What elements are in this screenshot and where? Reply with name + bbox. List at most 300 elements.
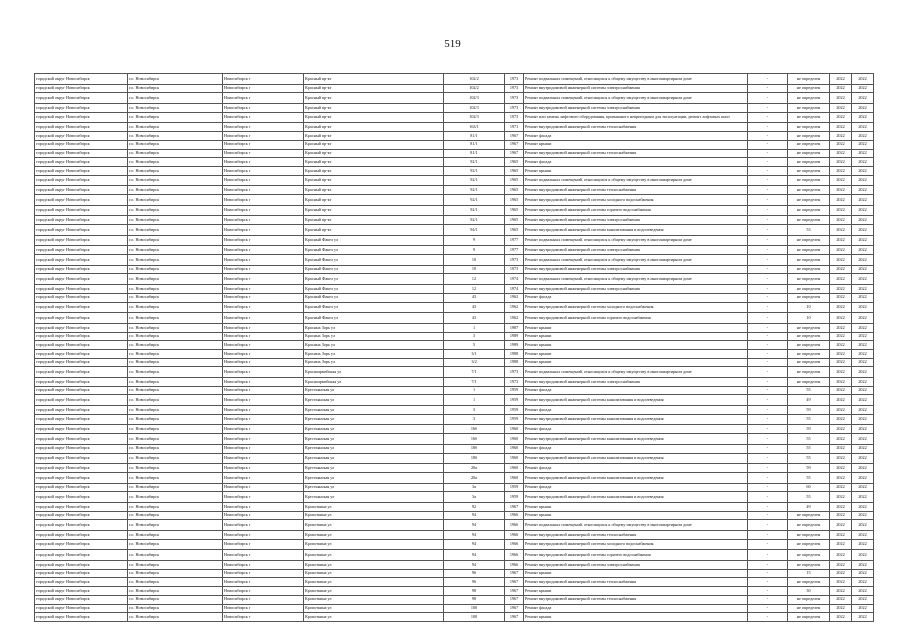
table-row xyxy=(35,132,874,141)
status-cell: не определен xyxy=(788,595,830,604)
municipality-cell: городской округ Новосибирск xyxy=(35,367,128,378)
table-row xyxy=(35,595,874,604)
year-built-cell: 1971 xyxy=(505,123,524,132)
house-number-cell: 81/1 xyxy=(444,132,505,141)
table-row xyxy=(35,531,874,540)
cost-cell: - xyxy=(748,74,788,85)
table-row xyxy=(35,255,874,266)
status-cell: не определен xyxy=(788,293,830,302)
table-row xyxy=(35,453,874,464)
year-start-cell: 2022 xyxy=(830,587,852,596)
municipality-cell: городской округ Новосибирск xyxy=(35,313,128,324)
municipality-cell: городской округ Новосибирск xyxy=(35,349,128,358)
table-row xyxy=(35,104,874,113)
street-cell: Красный Факел ул xyxy=(304,265,444,274)
street-cell: Красных Зорь ул xyxy=(304,323,444,332)
cost-cell: - xyxy=(748,140,788,149)
city-cell: Новосибирск г xyxy=(223,323,304,332)
work-type-cell: Ремонт крыши xyxy=(524,502,748,511)
settlement-cell: г.о. Новосибирск xyxy=(128,550,223,561)
cost-cell: - xyxy=(748,464,788,473)
status-cell: не определен xyxy=(788,265,830,274)
year-built-cell: 1988 xyxy=(505,349,524,358)
year-built-cell: 1989 xyxy=(505,341,524,350)
cost-cell: - xyxy=(748,175,788,186)
status-cell: не определен xyxy=(788,520,830,531)
status-cell: не определен xyxy=(788,255,830,266)
status-cell: не определен xyxy=(788,358,830,367)
street-cell: Красноармейская ул xyxy=(304,367,444,378)
status-cell: не определен xyxy=(788,274,830,285)
work-type-cell: Ремонт подвальных помещений, относящихся к общему имуществу в многоквартирном доме xyxy=(524,367,748,378)
street-cell: Красный Факел ул xyxy=(304,285,444,294)
cost-cell: - xyxy=(748,194,788,205)
year-start-cell: 2022 xyxy=(830,132,852,141)
cost-cell: - xyxy=(748,265,788,274)
cost-cell: - xyxy=(748,502,788,511)
house-number-cell: 3 xyxy=(444,332,505,341)
year-built-cell: 1960 xyxy=(505,434,524,445)
table-row xyxy=(35,395,874,406)
year-built-cell: 1977 xyxy=(505,246,524,255)
status-cell: не определен xyxy=(788,613,830,622)
year-end-cell: 2022 xyxy=(852,332,874,341)
year-built-cell: 1974 xyxy=(505,274,524,285)
year-built-cell: 1959 xyxy=(505,395,524,406)
city-cell: Новосибирск г xyxy=(223,444,304,453)
municipality-cell: городской округ Новосибирск xyxy=(35,502,128,511)
work-type-cell: Ремонт крыши xyxy=(524,613,748,622)
municipality-cell: городской округ Новосибирск xyxy=(35,386,128,395)
year-built-cell: 1967 xyxy=(505,149,524,158)
street-cell: Кропоткина ул xyxy=(304,550,444,561)
settlement-cell: г.о. Новосибирск xyxy=(128,285,223,294)
table-row xyxy=(35,205,874,216)
municipality-cell: городской округ Новосибирск xyxy=(35,569,128,578)
year-built-cell: 1967 xyxy=(505,569,524,578)
status-cell: не определен xyxy=(788,74,830,85)
status-cell: не определен xyxy=(788,158,830,167)
status-cell: не определен xyxy=(788,539,830,550)
year-end-cell: 2022 xyxy=(852,285,874,294)
table-row xyxy=(35,158,874,167)
settlement-cell: г.о. Новосибирск xyxy=(128,531,223,540)
year-end-cell: 2022 xyxy=(852,302,874,313)
municipality-cell: городской округ Новосибирск xyxy=(35,166,128,175)
street-cell: Кропоткина ул xyxy=(304,511,444,520)
municipality-cell: городской округ Новосибирск xyxy=(35,434,128,445)
settlement-cell: г.о. Новосибирск xyxy=(128,613,223,622)
settlement-cell: г.о. Новосибирск xyxy=(128,539,223,550)
settlement-cell: г.о. Новосибирск xyxy=(128,93,223,104)
table-row xyxy=(35,246,874,255)
work-type-cell: Ремонт внутридомовой инженерной системы теплоснабжения xyxy=(524,149,748,158)
house-number-cell: 1 xyxy=(444,386,505,395)
year-end-cell: 2022 xyxy=(852,550,874,561)
year-start-cell: 2022 xyxy=(830,444,852,453)
status-cell: 10 xyxy=(788,302,830,313)
status-cell: не определен xyxy=(788,378,830,387)
municipality-cell: городской округ Новосибирск xyxy=(35,453,128,464)
year-built-cell: 1960 xyxy=(505,464,524,473)
house-number-cell: 20а xyxy=(444,464,505,473)
year-end-cell: 2022 xyxy=(852,595,874,604)
street-cell: Красный пр-кт xyxy=(304,205,444,216)
street-cell: Кропоткина ул xyxy=(304,502,444,511)
municipality-cell: городской округ Новосибирск xyxy=(35,302,128,313)
repair-schedule-table xyxy=(34,73,874,622)
house-number-cell: 43 xyxy=(444,313,505,324)
year-start-cell: 2022 xyxy=(830,434,852,445)
work-type-cell: Ремонт крыши xyxy=(524,569,748,578)
year-start-cell: 2022 xyxy=(830,578,852,587)
year-built-cell: 1973 xyxy=(505,367,524,378)
year-end-cell: 2022 xyxy=(852,539,874,550)
year-end-cell: 2022 xyxy=(852,313,874,324)
work-type-cell: Ремонт внутридомовой инженерной системы холодного водоснабжения xyxy=(524,194,748,205)
year-built-cell: 1974 xyxy=(505,285,524,294)
city-cell: Новосибирск г xyxy=(223,550,304,561)
house-number-cell: 3а xyxy=(444,492,505,503)
status-cell: не определен xyxy=(788,349,830,358)
year-built-cell: 1989 xyxy=(505,332,524,341)
cost-cell: - xyxy=(748,112,788,123)
table-row xyxy=(35,123,874,132)
table-row xyxy=(35,464,874,473)
house-number-cell: 100 xyxy=(444,604,505,613)
table-row xyxy=(35,367,874,378)
settlement-cell: г.о. Новосибирск xyxy=(128,84,223,93)
street-cell: Крестьянская ул xyxy=(304,386,444,395)
work-type-cell: Ремонт внутридомовой инженерной системы теплоснабжения xyxy=(524,578,748,587)
work-type-cell: Ремонт крыши xyxy=(524,166,748,175)
street-cell: Красный пр-кт xyxy=(304,93,444,104)
year-end-cell: 2022 xyxy=(852,323,874,332)
table-row xyxy=(35,140,874,149)
year-start-cell: 2022 xyxy=(830,112,852,123)
city-cell: Новосибирск г xyxy=(223,453,304,464)
house-number-cell: 1 xyxy=(444,323,505,332)
municipality-cell: городской округ Новосибирск xyxy=(35,472,128,483)
cost-cell: - xyxy=(748,604,788,613)
year-start-cell: 2022 xyxy=(830,550,852,561)
house-number-cell: 163/1 xyxy=(444,123,505,132)
city-cell: Новосибирск г xyxy=(223,194,304,205)
year-built-cell: 1966 xyxy=(505,531,524,540)
cost-cell: - xyxy=(748,472,788,483)
table-row xyxy=(35,569,874,578)
year-start-cell: 2022 xyxy=(830,225,852,236)
year-end-cell: 2022 xyxy=(852,74,874,85)
status-cell: не определен xyxy=(788,511,830,520)
work-type-cell: Ремонт фасада xyxy=(524,483,748,492)
work-type-cell: Ремонт внутридомовой инженерной системы электроснабжения xyxy=(524,246,748,255)
city-cell: Новосибирск г xyxy=(223,587,304,596)
table-row xyxy=(35,323,874,332)
year-built-cell: 1959 xyxy=(505,386,524,395)
settlement-cell: г.о. Новосибирск xyxy=(128,332,223,341)
settlement-cell: г.о. Новосибирск xyxy=(128,472,223,483)
year-end-cell: 2022 xyxy=(852,472,874,483)
work-type-cell: Ремонт подвальных помещений, относящихся к общему имуществу в многоквартирном доме xyxy=(524,175,748,186)
year-built-cell: 1965 xyxy=(505,205,524,216)
table-row xyxy=(35,472,874,483)
settlement-cell: г.о. Новосибирск xyxy=(128,194,223,205)
house-number-cell: 10 xyxy=(444,255,505,266)
street-cell: Крестьянская ул xyxy=(304,444,444,453)
municipality-cell: городской округ Новосибирск xyxy=(35,140,128,149)
year-built-cell: 1967 xyxy=(505,140,524,149)
status-cell: 55 xyxy=(788,472,830,483)
city-cell: Новосибирск г xyxy=(223,123,304,132)
cost-cell: - xyxy=(748,149,788,158)
cost-cell: - xyxy=(748,492,788,503)
cost-cell: - xyxy=(748,274,788,285)
year-built-cell: 1960 xyxy=(505,472,524,483)
status-cell: не определен xyxy=(788,123,830,132)
status-cell: не определен xyxy=(788,367,830,378)
table-row xyxy=(35,313,874,324)
work-type-cell: Ремонт фасада xyxy=(524,604,748,613)
year-start-cell: 2022 xyxy=(830,604,852,613)
municipality-cell: городской округ Новосибирск xyxy=(35,425,128,434)
cost-cell: - xyxy=(748,255,788,266)
year-end-cell: 2022 xyxy=(852,502,874,511)
city-cell: Новосибирск г xyxy=(223,604,304,613)
house-number-cell: 16б xyxy=(444,434,505,445)
city-cell: Новосибирск г xyxy=(223,132,304,141)
status-cell: 49 xyxy=(788,502,830,511)
settlement-cell: г.о. Новосибирск xyxy=(128,274,223,285)
municipality-cell: городской округ Новосибирск xyxy=(35,595,128,604)
city-cell: Новосибирск г xyxy=(223,511,304,520)
status-cell: не определен xyxy=(788,332,830,341)
year-built-cell: 1966 xyxy=(505,550,524,561)
settlement-cell: г.о. Новосибирск xyxy=(128,140,223,149)
house-number-cell: 92/1 xyxy=(444,205,505,216)
street-cell: Красный пр-кт xyxy=(304,112,444,123)
year-end-cell: 2022 xyxy=(852,166,874,175)
city-cell: Новосибирск г xyxy=(223,246,304,255)
status-cell: не определен xyxy=(788,561,830,570)
year-start-cell: 2022 xyxy=(830,93,852,104)
settlement-cell: г.о. Новосибирск xyxy=(128,149,223,158)
year-end-cell: 2022 xyxy=(852,93,874,104)
year-start-cell: 2022 xyxy=(830,349,852,358)
municipality-cell: городской округ Новосибирск xyxy=(35,93,128,104)
status-cell: не определен xyxy=(788,84,830,93)
settlement-cell: г.о. Новосибирск xyxy=(128,520,223,531)
status-cell: не определен xyxy=(788,149,830,158)
municipality-cell: городской округ Новосибирск xyxy=(35,550,128,561)
house-number-cell: 100 xyxy=(444,613,505,622)
settlement-cell: г.о. Новосибирск xyxy=(128,511,223,520)
table-row xyxy=(35,194,874,205)
cost-cell: - xyxy=(748,313,788,324)
house-number-cell: 102/3 xyxy=(444,112,505,123)
cost-cell: - xyxy=(748,332,788,341)
status-cell: не определен xyxy=(788,205,830,216)
year-end-cell: 2022 xyxy=(852,225,874,236)
settlement-cell: г.о. Новосибирск xyxy=(128,132,223,141)
house-number-cell: 1 xyxy=(444,395,505,406)
city-cell: Новосибирск г xyxy=(223,595,304,604)
municipality-cell: городской округ Новосибирск xyxy=(35,464,128,473)
house-number-cell: 3а xyxy=(444,483,505,492)
cost-cell: - xyxy=(748,425,788,434)
cost-cell: - xyxy=(748,561,788,570)
work-type-cell: Ремонт фасада xyxy=(524,464,748,473)
status-cell: 55 xyxy=(788,386,830,395)
house-number-cell: 94 xyxy=(444,550,505,561)
cost-cell: - xyxy=(748,302,788,313)
work-type-cell: Ремонт фасада xyxy=(524,386,748,395)
status-cell: не определен xyxy=(788,175,830,186)
house-number-cell: 92/1 xyxy=(444,194,505,205)
year-built-cell: 1965 xyxy=(505,194,524,205)
table-row xyxy=(35,578,874,587)
house-number-cell: 92/1 xyxy=(444,158,505,167)
work-type-cell: Ремонт подвальных помещений, относящихся к общему имуществу в многоквартирном доме xyxy=(524,520,748,531)
year-built-cell: 1973 xyxy=(505,112,524,123)
year-start-cell: 2022 xyxy=(830,492,852,503)
work-type-cell: Ремонт внутридомовой инженерной системы канализования и водоотведения xyxy=(524,472,748,483)
municipality-cell: городской округ Новосибирск xyxy=(35,520,128,531)
cost-cell: - xyxy=(748,434,788,445)
house-number-cell: 96 xyxy=(444,578,505,587)
table-row xyxy=(35,235,874,246)
city-cell: Новосибирск г xyxy=(223,274,304,285)
year-built-cell: 1965 xyxy=(505,186,524,195)
settlement-cell: г.о. Новосибирск xyxy=(128,341,223,350)
settlement-cell: г.о. Новосибирск xyxy=(128,378,223,387)
work-type-cell: Ремонт фасада xyxy=(524,293,748,302)
status-cell: не определен xyxy=(788,235,830,246)
year-built-cell: 1966 xyxy=(505,539,524,550)
year-built-cell: 1967 xyxy=(505,595,524,604)
city-cell: Новосибирск г xyxy=(223,502,304,511)
city-cell: Новосибирск г xyxy=(223,93,304,104)
city-cell: Новосибирск г xyxy=(223,378,304,387)
table-row xyxy=(35,539,874,550)
year-start-cell: 2022 xyxy=(830,472,852,483)
work-type-cell: Ремонт крыши xyxy=(524,511,748,520)
municipality-cell: городской округ Новосибирск xyxy=(35,186,128,195)
house-number-cell: 12 xyxy=(444,285,505,294)
cost-cell: - xyxy=(748,285,788,294)
year-built-cell: 1973 xyxy=(505,255,524,266)
city-cell: Новосибирск г xyxy=(223,149,304,158)
municipality-cell: городской округ Новосибирск xyxy=(35,235,128,246)
house-number-cell: 7/1 xyxy=(444,367,505,378)
cost-cell: - xyxy=(748,531,788,540)
year-end-cell: 2022 xyxy=(852,293,874,302)
street-cell: Крестьянская ул xyxy=(304,483,444,492)
year-start-cell: 2022 xyxy=(830,123,852,132)
status-cell: не определен xyxy=(788,186,830,195)
year-end-cell: 2022 xyxy=(852,149,874,158)
city-cell: Новосибирск г xyxy=(223,349,304,358)
year-end-cell: 2022 xyxy=(852,406,874,415)
settlement-cell: г.о. Новосибирск xyxy=(128,569,223,578)
year-start-cell: 2022 xyxy=(830,595,852,604)
cost-cell: - xyxy=(748,166,788,175)
municipality-cell: городской округ Новосибирск xyxy=(35,414,128,425)
city-cell: Новосибирск г xyxy=(223,84,304,93)
street-cell: Кропоткина ул xyxy=(304,531,444,540)
city-cell: Новосибирск г xyxy=(223,175,304,186)
table-row xyxy=(35,511,874,520)
street-cell: Красный пр-кт xyxy=(304,158,444,167)
work-type-cell: Ремонт внутридомовой инженерной системы электроснабжения xyxy=(524,104,748,113)
year-built-cell: 1960 xyxy=(505,425,524,434)
year-end-cell: 2022 xyxy=(852,205,874,216)
table-row xyxy=(35,358,874,367)
year-end-cell: 2022 xyxy=(852,444,874,453)
work-type-cell: Ремонт внутридомовой инженерной системы электроснабжения xyxy=(524,561,748,570)
cost-cell: - xyxy=(748,511,788,520)
work-type-cell: Ремонт внутридомовой инженерной системы холодного водоснабжения xyxy=(524,302,748,313)
settlement-cell: г.о. Новосибирск xyxy=(128,216,223,225)
table-row xyxy=(35,302,874,313)
house-number-cell: 102/3 xyxy=(444,104,505,113)
year-built-cell: 1967 xyxy=(505,587,524,596)
settlement-cell: г.о. Новосибирск xyxy=(128,104,223,113)
settlement-cell: г.о. Новосибирск xyxy=(128,166,223,175)
table-row xyxy=(35,561,874,570)
street-cell: Кропоткина ул xyxy=(304,539,444,550)
street-cell: Кропоткина ул xyxy=(304,520,444,531)
cost-cell: - xyxy=(748,367,788,378)
year-start-cell: 2022 xyxy=(830,166,852,175)
year-start-cell: 2022 xyxy=(830,255,852,266)
street-cell: Кропоткина ул xyxy=(304,613,444,622)
year-built-cell: 1962 xyxy=(505,293,524,302)
cost-cell: - xyxy=(748,104,788,113)
table-row xyxy=(35,604,874,613)
street-cell: Кропоткина ул xyxy=(304,604,444,613)
city-cell: Новосибирск г xyxy=(223,225,304,236)
status-cell: 55 xyxy=(788,434,830,445)
settlement-cell: г.о. Новосибирск xyxy=(128,235,223,246)
municipality-cell: городской округ Новосибирск xyxy=(35,84,128,93)
municipality-cell: городской округ Новосибирск xyxy=(35,104,128,113)
municipality-cell: городской округ Новосибирск xyxy=(35,539,128,550)
house-number-cell: 94 xyxy=(444,511,505,520)
settlement-cell: г.о. Новосибирск xyxy=(128,205,223,216)
street-cell: Красных Зорь ул xyxy=(304,332,444,341)
table-row xyxy=(35,225,874,236)
year-built-cell: 1967 xyxy=(505,613,524,622)
status-cell: не определен xyxy=(788,341,830,350)
cost-cell: - xyxy=(748,395,788,406)
city-cell: Новосибирск г xyxy=(223,140,304,149)
street-cell: Красный Факел ул xyxy=(304,302,444,313)
house-number-cell: 98 xyxy=(444,595,505,604)
settlement-cell: г.о. Новосибирск xyxy=(128,293,223,302)
status-cell: не определен xyxy=(788,604,830,613)
street-cell: Красных Зорь ул xyxy=(304,349,444,358)
house-number-cell: 81/1 xyxy=(444,140,505,149)
work-type-cell: Ремонт внутридомовой инженерной системы теплоснабжения xyxy=(524,531,748,540)
street-cell: Кропоткина ул xyxy=(304,595,444,604)
year-built-cell: 1967 xyxy=(505,502,524,511)
municipality-cell: городской округ Новосибирск xyxy=(35,341,128,350)
status-cell: 55 xyxy=(788,492,830,503)
settlement-cell: г.о. Новосибирск xyxy=(128,425,223,434)
work-type-cell: Ремонт подвальных помещений, относящихся к общему имуществу в многоквартирном доме xyxy=(524,74,748,85)
year-end-cell: 2022 xyxy=(852,341,874,350)
